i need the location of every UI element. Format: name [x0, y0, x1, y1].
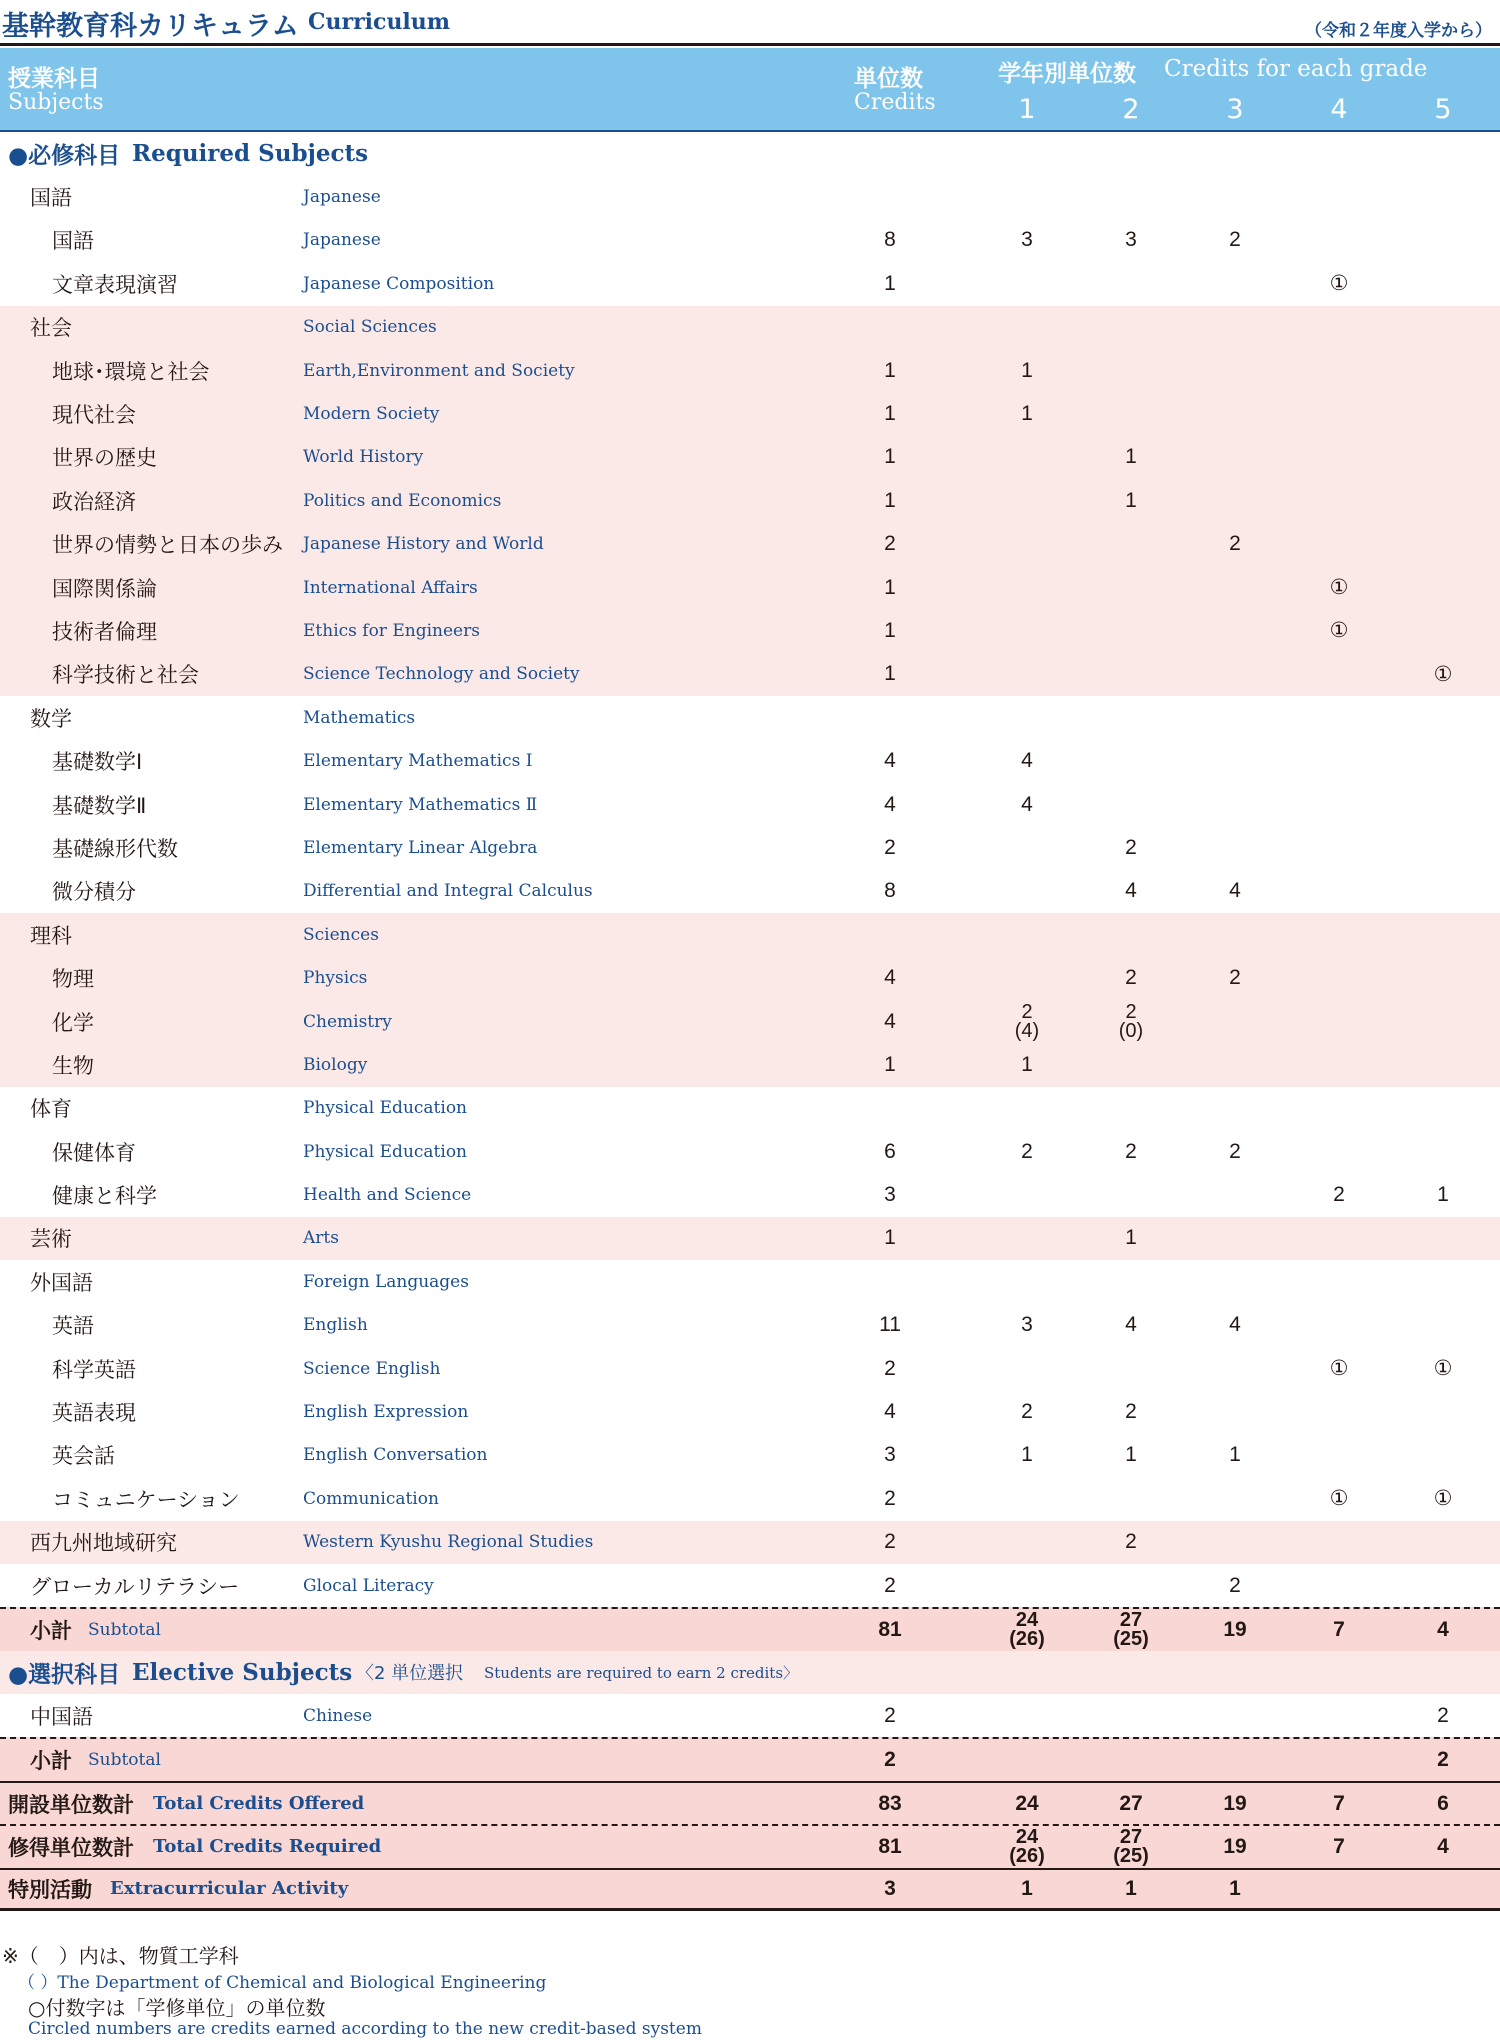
grade-5-cell: 2 — [1437, 1703, 1449, 1727]
subject-name-en: English Conversation — [303, 1445, 488, 1466]
total-offered-grade-4: 7 — [1333, 1791, 1345, 1815]
subject-name-en: Communication — [303, 1488, 439, 1509]
table-header — [0, 48, 1500, 132]
subject-row — [0, 349, 1500, 392]
credits-cell: 4 — [884, 792, 896, 816]
category-row — [0, 306, 1500, 349]
subject-row — [0, 1304, 1500, 1347]
category-row — [0, 696, 1500, 739]
credits-cell: 1 — [884, 271, 896, 295]
category-name-en: Sciences — [303, 924, 379, 945]
subtotal-grade-2: 27 (25) — [1113, 1608, 1149, 1650]
grade-5-cell: ① — [1433, 1357, 1453, 1381]
subject-row — [0, 436, 1500, 479]
grade-2-cell: 2 — [1125, 966, 1137, 990]
subject-row — [0, 1130, 1500, 1173]
grade-2-cell: 4 — [1125, 1313, 1137, 1337]
header-grade-ja: 学年別単位数 — [998, 61, 1136, 87]
elective-note-ja: 〈2 単位選択 — [356, 1663, 464, 1685]
credits-cell: 4 — [884, 966, 896, 990]
credits-cell: 1 — [884, 488, 896, 512]
extracurricular-grade-3: 1 — [1229, 1876, 1241, 1900]
subject-name-en: Science English — [303, 1358, 441, 1379]
subject-name-ja: 文章表現演習 — [52, 272, 178, 297]
grade-1-cell: 2 (4) — [1014, 1000, 1040, 1042]
category-row — [0, 1087, 1500, 1130]
subject-row — [0, 1000, 1500, 1043]
total-offered-credits: 83 — [878, 1791, 902, 1815]
header-grade-5: 5 — [1434, 94, 1452, 125]
total-offered-grade-1: 24 — [1015, 1791, 1039, 1815]
subject-row — [0, 1347, 1500, 1390]
subject-row — [0, 566, 1500, 609]
category-name-ja: 社会 — [30, 316, 72, 341]
grade-2-cell: 2 — [1125, 1139, 1137, 1163]
category-row — [0, 1217, 1500, 1260]
category-name-en: Western Kyushu Regional Studies — [303, 1532, 594, 1553]
total-offered-row — [0, 1781, 1500, 1824]
grade-4-cell: ① — [1329, 1487, 1349, 1511]
grade-2-cell: 3 — [1125, 228, 1137, 252]
grade-1-cell: 1 — [1021, 1443, 1033, 1467]
grade-4-cell: ① — [1329, 619, 1349, 643]
subtotal-label-en: Subtotal — [88, 1750, 161, 1771]
elective-section-header — [0, 1651, 1500, 1694]
subject-name-en: Modern Society — [303, 404, 440, 425]
subject-name-en: Science Technology and Society — [303, 664, 580, 685]
subject-name-en: Elementary Mathematics Ⅰ — [303, 751, 533, 772]
subject-name-ja: 英語 — [52, 1314, 94, 1339]
credits-cell: 8 — [884, 879, 896, 903]
subject-name-ja: 微分積分 — [52, 880, 136, 905]
category-name-en: Arts — [303, 1228, 339, 1249]
header-grade-2: 2 — [1122, 94, 1140, 125]
subject-name-ja: 健康と科学 — [52, 1184, 157, 1209]
total-offered-label-ja: 開設単位数計 — [8, 1792, 134, 1817]
subject-name-ja: 中国語 — [30, 1704, 93, 1729]
category-row — [0, 175, 1500, 218]
grade-2-cell: 1 — [1125, 445, 1137, 469]
category-name-ja: 数学 — [30, 706, 72, 731]
total-required-grade-5: 4 — [1437, 1834, 1449, 1858]
credits-cell: 11 — [879, 1313, 901, 1337]
category-row — [0, 913, 1500, 956]
category-name-ja: 芸術 — [30, 1227, 72, 1252]
grade-1-cell: 4 — [1021, 792, 1033, 816]
footnote-circled-en: Circled numbers are credits earned according to the new credit-based system — [28, 2019, 702, 2039]
grade-2-cell: 4 — [1125, 879, 1137, 903]
grade-3-cell: 2 — [1229, 1573, 1241, 1597]
subject-name-ja: 世界の情勢と日本の歩み — [52, 533, 283, 558]
total-required-label-en: Total Credits Required — [153, 1836, 382, 1858]
extracurricular-grade-2: 1 — [1125, 1876, 1137, 1900]
subject-row — [0, 219, 1500, 262]
subject-name-ja: 世界の歴史 — [52, 446, 157, 471]
subject-name-en: Differential and Integral Calculus — [303, 881, 593, 902]
header-grade-en: Credits for each grade — [1164, 56, 1428, 82]
subject-name-ja: 基礎線形代数 — [52, 836, 178, 861]
elective-row-chinese — [0, 1694, 1500, 1737]
credits-cell: 3 — [884, 1183, 896, 1207]
elective-title-en: Elective Subjects — [132, 1658, 353, 1686]
grade-3-cell: 4 — [1229, 1313, 1241, 1337]
total-required-grade-3: 19 — [1223, 1834, 1247, 1858]
grade-2-cell: 2 — [1125, 1400, 1137, 1424]
subject-name-ja: 現代社会 — [52, 403, 136, 428]
credits-cell: 2 — [884, 532, 896, 556]
required-subject-rows — [0, 175, 1500, 1607]
total-required-grade-2: 27 (25) — [1113, 1825, 1149, 1867]
category-name-ja: 理科 — [30, 923, 72, 948]
grade-3-cell: 1 — [1229, 1443, 1241, 1467]
subtotal-label-en: Subtotal — [88, 1619, 161, 1640]
page-title-en: Curriculum — [308, 9, 451, 35]
credits-cell: 2 — [884, 835, 896, 859]
grade-4-cell: ① — [1329, 1357, 1349, 1381]
grade-2-cell: 1 — [1125, 488, 1137, 512]
subject-name-en: Physical Education — [303, 1141, 467, 1162]
subject-row — [0, 523, 1500, 566]
grade-2-cell: 2 — [1125, 1530, 1137, 1554]
header-grade-3: 3 — [1226, 94, 1244, 125]
category-row — [0, 1564, 1500, 1607]
grade-4-cell: ① — [1329, 576, 1349, 600]
subtotal-label-ja: 小計 — [30, 1749, 72, 1774]
subject-name-en: Chinese — [303, 1705, 373, 1726]
subject-name-en: Elementary Mathematics Ⅱ — [303, 794, 538, 815]
subject-name-en: Japanese — [303, 230, 381, 251]
total-offered-label-en: Total Credits Offered — [153, 1793, 365, 1815]
subtotal-grade-1: 24 (26) — [1009, 1608, 1045, 1650]
credits-cell: 2 — [884, 1703, 896, 1727]
credits-cell: 6 — [884, 1139, 896, 1163]
subject-name-ja: 保健体育 — [52, 1140, 136, 1165]
subject-name-ja: 英語表現 — [52, 1401, 136, 1426]
header-credits-ja: 単位数 — [854, 66, 923, 92]
subject-name-en: Biology — [303, 1054, 368, 1075]
credits-cell: 2 — [884, 1573, 896, 1597]
credits-cell: 2 — [884, 1530, 896, 1554]
extracurricular-grade-1: 1 — [1021, 1876, 1033, 1900]
extracurricular-label-en: Extracurricular Activity — [110, 1878, 349, 1900]
grade-2-cell: 2 (0) — [1118, 1000, 1144, 1042]
category-name-ja: 体育 — [30, 1097, 72, 1122]
grade-4-cell: 2 — [1333, 1183, 1345, 1207]
subject-name-en: Earth,Environment and Society — [303, 360, 575, 381]
subject-name-en: International Affairs — [303, 577, 478, 598]
subtotal-grade-5: 2 — [1437, 1748, 1449, 1772]
required-subtotal-row — [0, 1607, 1500, 1650]
elective-subtotal-row — [0, 1737, 1500, 1780]
grade-1-cell: 2 — [1021, 1139, 1033, 1163]
subtotal-label-ja: 小計 — [30, 1618, 72, 1643]
subject-name-ja: 基礎数学Ⅰ — [52, 750, 143, 775]
subject-name-ja: 基礎数学Ⅱ — [52, 793, 147, 818]
total-required-grade-4: 7 — [1333, 1834, 1345, 1858]
category-name-en: Glocal Literacy — [303, 1575, 434, 1596]
subject-name-en: Chemistry — [303, 1011, 392, 1032]
credits-cell: 1 — [884, 662, 896, 686]
total-required-grade-1: 24 (26) — [1009, 1825, 1045, 1867]
header-grade-1: 1 — [1018, 94, 1036, 125]
subject-row — [0, 609, 1500, 652]
subject-row — [0, 870, 1500, 913]
grade-5-cell: ① — [1433, 1487, 1453, 1511]
header-grade-4: 4 — [1330, 94, 1348, 125]
credits-cell: 4 — [884, 1400, 896, 1424]
grade-3-cell: 4 — [1229, 879, 1241, 903]
grade-1-cell: 1 — [1021, 402, 1033, 426]
category-name-en: Social Sciences — [303, 317, 437, 338]
header-subjects-ja: 授業科目 — [8, 66, 100, 92]
grade-2-cell: 2 — [1125, 835, 1137, 859]
subject-name-en: World History — [303, 447, 424, 468]
title-bar — [0, 0, 1500, 46]
total-required-row — [0, 1824, 1500, 1867]
subject-row — [0, 1390, 1500, 1433]
extracurricular-credits: 3 — [884, 1876, 896, 1900]
category-name-en: Mathematics — [303, 707, 416, 728]
credits-cell: 4 — [884, 749, 896, 773]
credits-cell: 4 — [884, 1009, 896, 1033]
subject-name-en: Politics and Economics — [303, 490, 502, 511]
credits-cell: 1 — [884, 358, 896, 382]
subject-row — [0, 1477, 1500, 1520]
credits-cell: 3 — [884, 1443, 896, 1467]
subject-name-en: Japanese History and World — [303, 534, 544, 555]
total-offered-grade-2: 27 — [1119, 1791, 1143, 1815]
subject-name-ja: 物理 — [52, 967, 94, 992]
subject-row — [0, 1434, 1500, 1477]
subject-row — [0, 262, 1500, 305]
subtotal-grade-4: 7 — [1333, 1617, 1345, 1641]
header-credits-en: Credits — [854, 90, 936, 115]
subject-row — [0, 739, 1500, 782]
subject-name-ja: コミュニケーション — [52, 1487, 240, 1512]
credits-cell: 2 — [884, 1486, 896, 1510]
subject-name-ja: 地球･環境と社会 — [52, 359, 210, 384]
category-name-ja: 国語 — [30, 186, 72, 211]
subject-row — [0, 1043, 1500, 1086]
category-name-ja: グローカルリテラシー — [30, 1574, 240, 1599]
subtotal-grade-3: 19 — [1223, 1617, 1247, 1641]
subject-name-ja: 科学英語 — [52, 1357, 136, 1382]
subject-row — [0, 956, 1500, 999]
total-required-credits: 81 — [878, 1834, 902, 1858]
credits-cell: 1 — [884, 402, 896, 426]
grade-1-cell: 3 — [1021, 1313, 1033, 1337]
subject-row — [0, 653, 1500, 696]
grade-2-cell: 1 — [1125, 1226, 1137, 1250]
subject-row — [0, 783, 1500, 826]
grade-3-cell: 2 — [1229, 228, 1241, 252]
category-name-en: Japanese — [303, 187, 381, 208]
credits-cell: 1 — [884, 1052, 896, 1076]
subject-name-en: Elementary Linear Algebra — [303, 837, 538, 858]
subject-name-ja: 国際関係論 — [52, 576, 157, 601]
footnote-parentheses-ja: ※（ ）内は、物質工学科 — [2, 1944, 239, 1968]
subject-name-ja: 英会話 — [52, 1444, 115, 1469]
total-offered-grade-3: 19 — [1223, 1791, 1247, 1815]
subject-name-ja: 技術者倫理 — [52, 619, 157, 644]
total-offered-grade-5: 6 — [1437, 1791, 1449, 1815]
header-subjects-en: Subjects — [8, 90, 104, 115]
admission-year-note: （令和２年度入学から） — [1305, 21, 1492, 41]
grade-1-cell: 1 — [1021, 1052, 1033, 1076]
grade-5-cell: ① — [1433, 662, 1453, 686]
category-name-en: Physical Education — [303, 1098, 467, 1119]
grade-1-cell: 4 — [1021, 749, 1033, 773]
subject-name-en: Japanese Composition — [303, 273, 495, 294]
subject-name-ja: 政治経済 — [52, 489, 136, 514]
subject-row — [0, 392, 1500, 435]
subject-name-en: Health and Science — [303, 1185, 472, 1206]
subject-name-en: English — [303, 1315, 368, 1336]
category-row — [0, 1521, 1500, 1564]
required-title-ja: ●必修科目 — [8, 143, 121, 170]
footnote-parentheses-en: （ ）The Department of Chemical and Biological Engineering — [18, 1973, 547, 1993]
subject-name-ja: 科学技術と社会 — [52, 663, 199, 688]
category-name-en: Foreign Languages — [303, 1271, 469, 1292]
required-title-en: Required Subjects — [132, 140, 369, 168]
subject-name-ja: 化学 — [52, 1010, 94, 1035]
credits-cell: 2 — [884, 1356, 896, 1380]
grade-3-cell: 2 — [1229, 966, 1241, 990]
category-row — [0, 1260, 1500, 1303]
extracurricular-label-ja: 特別活動 — [8, 1877, 92, 1902]
elective-note-en: Students are required to earn 2 credits〉 — [484, 1663, 799, 1682]
grade-1-cell: 2 — [1021, 1400, 1033, 1424]
subject-row — [0, 479, 1500, 522]
credits-cell: 1 — [884, 1226, 896, 1250]
subject-name-en: Physics — [303, 968, 368, 989]
subject-name-ja: 生物 — [52, 1053, 94, 1078]
footnote-circled-ja: ○付数字は「学修単位」の単位数 — [28, 1996, 326, 2020]
category-name-ja: 西九州地域研究 — [30, 1531, 177, 1556]
credits-cell: 1 — [884, 575, 896, 599]
credits-cell: 1 — [884, 445, 896, 469]
subtotal-credits: 2 — [884, 1748, 896, 1772]
credits-cell: 8 — [884, 228, 896, 252]
grade-3-cell: 2 — [1229, 532, 1241, 556]
subject-name-ja: 国語 — [52, 229, 94, 254]
grade-2-cell: 1 — [1125, 1443, 1137, 1467]
grade-1-cell: 1 — [1021, 358, 1033, 382]
total-required-label-ja: 修得単位数計 — [8, 1835, 134, 1860]
credits-cell: 1 — [884, 618, 896, 642]
required-section-header — [0, 132, 1500, 175]
extracurricular-row — [0, 1868, 1500, 1911]
page-title: 基幹教育科カリキュラム — [2, 11, 299, 42]
grade-4-cell: ① — [1329, 272, 1349, 296]
subject-name-en: English Expression — [303, 1402, 469, 1423]
elective-title-ja: ●選択科目 — [8, 1661, 121, 1688]
category-name-ja: 外国語 — [30, 1270, 93, 1295]
curriculum-table — [0, 132, 1500, 1911]
subject-row — [0, 826, 1500, 869]
grade-1-cell: 3 — [1021, 228, 1033, 252]
subject-name-en: Ethics for Engineers — [303, 620, 480, 641]
subtotal-credits: 81 — [878, 1617, 902, 1641]
subject-row — [0, 1173, 1500, 1216]
grade-3-cell: 2 — [1229, 1139, 1241, 1163]
grade-5-cell: 1 — [1437, 1183, 1449, 1207]
subtotal-grade-5: 4 — [1437, 1617, 1449, 1641]
